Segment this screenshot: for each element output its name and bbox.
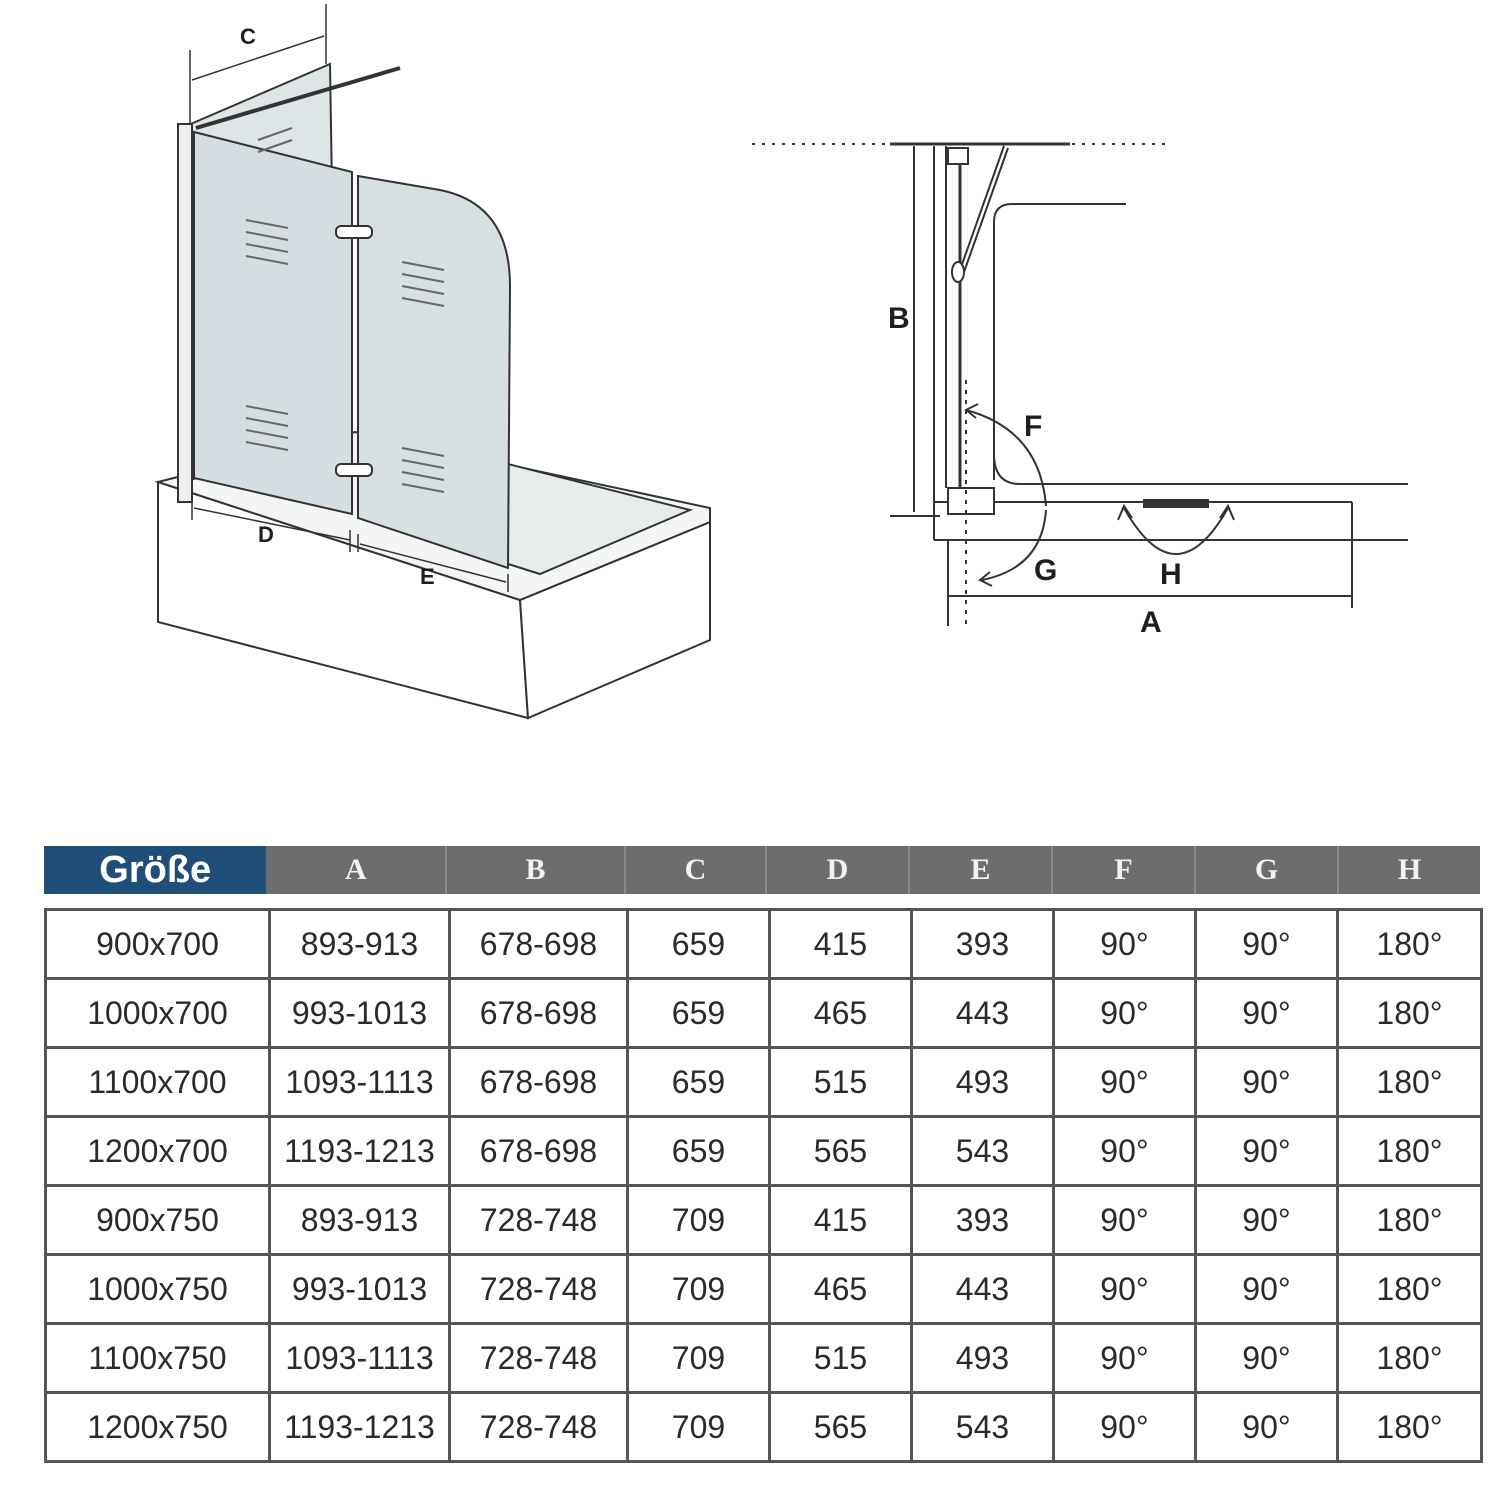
value-cell: 1093-1113 [270, 1324, 450, 1393]
size-cell: 1000x750 [46, 1255, 270, 1324]
table-header [44, 846, 1480, 894]
table-row [46, 910, 1482, 979]
value-cell: 678-698 [450, 910, 628, 979]
size-table [44, 846, 1480, 1445]
size-cell: 1200x750 [46, 1393, 270, 1462]
plan-view [752, 144, 1408, 626]
table-row [46, 979, 1482, 1048]
header-a: A [344, 853, 367, 886]
value-cell: 180° [1338, 979, 1482, 1048]
value-cell: 678-698 [450, 1117, 628, 1186]
header-f: F [1051, 846, 1194, 894]
value-cell: 1193-1213 [270, 1393, 450, 1462]
label-d: D [258, 522, 274, 547]
wall-bracket [948, 148, 968, 164]
value-cell: 90° [1054, 1324, 1196, 1393]
value-cell: 90° [1196, 910, 1338, 979]
value-cell: 90° [1196, 1048, 1338, 1117]
label-e: E [420, 564, 435, 589]
value-cell: 1093-1113 [270, 1048, 450, 1117]
value-cell: 678-698 [450, 1048, 628, 1117]
value-cell: 493 [912, 1324, 1054, 1393]
header-e: E [908, 846, 1051, 894]
table-row [46, 1393, 1482, 1462]
value-cell: 180° [1338, 1048, 1482, 1117]
size-cell: 1100x700 [46, 1048, 270, 1117]
value-cell: 180° [1338, 910, 1482, 979]
label-h: H [1160, 558, 1182, 591]
arc-h [1124, 508, 1228, 554]
value-cell: 90° [1054, 1048, 1196, 1117]
value-cell: 180° [1338, 1255, 1482, 1324]
value-cell: 659 [628, 910, 770, 979]
value-cell: 90° [1196, 979, 1338, 1048]
value-cell: 565 [770, 1117, 912, 1186]
value-cell: 993-1013 [270, 1255, 450, 1324]
table-row [46, 1324, 1482, 1393]
value-cell: 659 [628, 979, 770, 1048]
value-cell: 443 [912, 1255, 1054, 1324]
value-cell: 659 [628, 1048, 770, 1117]
wall-profile [178, 124, 192, 502]
size-table-body [44, 908, 1483, 1463]
header-b: B [445, 846, 624, 894]
label-c: C [240, 24, 256, 49]
label-g: G [1034, 554, 1058, 587]
value-cell: 1193-1213 [270, 1117, 450, 1186]
value-cell: 728-748 [450, 1186, 628, 1255]
header-g: G [1194, 846, 1337, 894]
value-cell: 90° [1054, 910, 1196, 979]
value-cell: 465 [770, 1255, 912, 1324]
value-cell: 393 [912, 1186, 1054, 1255]
value-cell: 709 [628, 1393, 770, 1462]
value-cell: 709 [628, 1324, 770, 1393]
value-cell: 393 [912, 910, 1054, 979]
value-cell: 90° [1196, 1324, 1338, 1393]
size-cell: 900x750 [46, 1186, 270, 1255]
value-cell: 543 [912, 1393, 1054, 1462]
value-cell: 90° [1054, 979, 1196, 1048]
value-cell: 90° [1054, 1117, 1196, 1186]
size-cell: 1000x700 [46, 979, 270, 1048]
value-cell: 180° [1338, 1324, 1482, 1393]
table-row [46, 1255, 1482, 1324]
value-cell: 180° [1338, 1117, 1482, 1186]
value-cell: 415 [770, 910, 912, 979]
value-cell: 993-1013 [270, 979, 450, 1048]
value-cell: 728-748 [450, 1393, 628, 1462]
size-cell: 900x700 [46, 910, 270, 979]
hinge-top [336, 226, 372, 238]
value-cell: 893-913 [270, 1186, 450, 1255]
value-cell: 90° [1054, 1255, 1196, 1324]
value-cell: 180° [1338, 1186, 1482, 1255]
glass-panel-left [194, 132, 352, 514]
label-a: A [1140, 606, 1162, 639]
header-h: H [1337, 846, 1480, 894]
value-cell: 90° [1054, 1393, 1196, 1462]
value-cell: 709 [628, 1255, 770, 1324]
value-cell: 515 [770, 1048, 912, 1117]
value-cell: 465 [770, 979, 912, 1048]
header-c: C [624, 846, 765, 894]
value-cell: 90° [1054, 1186, 1196, 1255]
value-cell: 728-748 [450, 1324, 628, 1393]
value-cell: 415 [770, 1186, 912, 1255]
value-cell: 728-748 [450, 1255, 628, 1324]
value-cell: 90° [1196, 1117, 1338, 1186]
table-row [46, 1048, 1482, 1117]
value-cell: 90° [1196, 1393, 1338, 1462]
value-cell: 678-698 [450, 979, 628, 1048]
table-row [46, 1117, 1482, 1186]
hinge-bottom [336, 464, 372, 476]
value-cell: 659 [628, 1117, 770, 1186]
glass-panel-right [358, 176, 510, 568]
value-cell: 515 [770, 1324, 912, 1393]
size-cell: 1100x750 [46, 1324, 270, 1393]
value-cell: 493 [912, 1048, 1054, 1117]
value-cell: 709 [628, 1186, 770, 1255]
value-cell: 180° [1338, 1393, 1482, 1462]
label-b: B [888, 302, 910, 335]
value-cell: 443 [912, 979, 1054, 1048]
hinge-box [948, 488, 994, 514]
label-f: F [1024, 410, 1043, 443]
header-groesse: Größe [44, 846, 266, 894]
value-cell: 543 [912, 1117, 1054, 1186]
value-cell: 893-913 [270, 910, 450, 979]
table-row [46, 1186, 1482, 1255]
value-cell: 565 [770, 1393, 912, 1462]
value-cell: 90° [1196, 1186, 1338, 1255]
size-cell: 1200x700 [46, 1117, 270, 1186]
header-d: D [765, 846, 908, 894]
value-cell: 90° [1196, 1255, 1338, 1324]
